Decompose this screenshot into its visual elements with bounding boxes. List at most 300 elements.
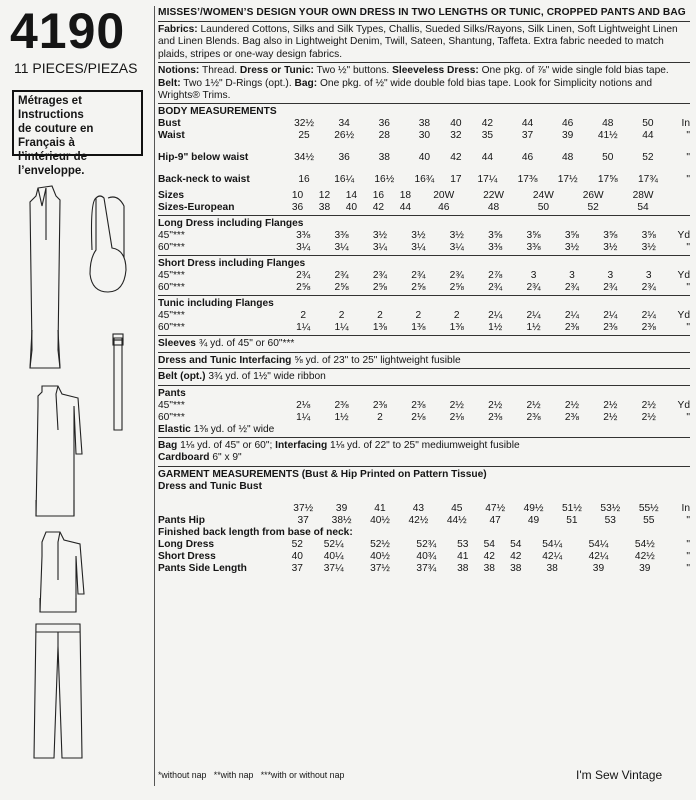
table-cell: 54¼ — [588, 538, 609, 550]
unit-cell: Yd — [677, 310, 690, 322]
table-cell: 17 — [450, 174, 462, 186]
pants-table — [158, 400, 690, 424]
fabrics-section — [158, 24, 690, 61]
table-cell: 16½ — [374, 174, 395, 186]
table-cell: 53½ — [600, 502, 621, 514]
divider — [158, 437, 690, 438]
table-cell: 36 — [378, 118, 390, 130]
finished-length-title: Finished back length from base of neck: — [158, 526, 353, 538]
table-cell: 16¾ — [414, 174, 435, 186]
table-cell: 2¾ — [564, 282, 580, 294]
french-line: Métrages et Instructions — [18, 95, 84, 121]
divider — [158, 103, 690, 104]
table-cell: 2 — [415, 310, 422, 322]
divider — [158, 215, 690, 216]
belt-line — [158, 371, 690, 383]
garment-measurements-table — [158, 493, 690, 527]
belt-notion-label: Belt: — [158, 77, 181, 89]
table-row — [158, 118, 690, 130]
table-cell: 1½ — [526, 322, 541, 334]
table-cell: 51 — [566, 514, 578, 526]
table-cell: 2½ — [641, 411, 656, 423]
table-cell: 52½ — [370, 538, 390, 550]
row-label: Bust — [158, 118, 181, 130]
sleeves-text: ¾ yd. of 45" or 60"*** — [198, 338, 295, 350]
table-cell: 1½ — [488, 322, 503, 334]
row-label: Pants Hip — [158, 514, 205, 526]
table-row — [158, 130, 690, 142]
table-row — [158, 270, 690, 282]
table-cell: 2½ — [641, 399, 656, 411]
table-cell: 3⅝ — [641, 230, 656, 242]
bag-line — [158, 440, 690, 452]
table-cell: 44 — [399, 202, 412, 214]
sleeves-line — [158, 338, 690, 350]
table-cell: 3½ — [449, 230, 464, 242]
table-cell: 14 — [345, 190, 358, 202]
table-cell: 16 — [298, 174, 310, 186]
table-cell: 2¾ — [334, 270, 349, 282]
table-row — [158, 282, 690, 294]
row-label: 60"*** — [158, 242, 185, 254]
table-row — [158, 202, 690, 214]
belt-sketch — [113, 334, 123, 430]
table-cell: 39 — [561, 130, 574, 142]
table-cell: 49½ — [523, 502, 544, 514]
sleeves-label: Sleeves — [158, 338, 196, 350]
table-cell: 2⅜ — [564, 411, 580, 423]
table-cell: 3¼ — [449, 242, 464, 254]
table-cell: 48 — [487, 202, 500, 214]
table-cell: 53 — [604, 514, 616, 526]
table-cell: 2¾ — [641, 282, 656, 294]
unit-cell: " — [686, 514, 690, 526]
table-row — [158, 164, 690, 186]
table-cell: 2¾ — [296, 270, 311, 282]
table-cell: 2½ — [488, 399, 503, 411]
table-cell: 26½ — [334, 130, 355, 142]
unit-cell: " — [686, 538, 690, 550]
table-cell: 2 — [453, 310, 460, 322]
unit-cell: " — [686, 130, 690, 142]
elastic-label: Elastic — [158, 423, 191, 435]
table-cell: 2 — [300, 310, 307, 322]
table-cell: 3¼ — [296, 242, 311, 254]
table-row — [158, 493, 690, 515]
interfacing-text: ⅝ yd. of 23" to 25" lightweight fusible — [294, 354, 461, 366]
table-row — [158, 412, 690, 424]
table-cell: 45 — [451, 502, 463, 514]
table-cell: 54¼ — [542, 538, 563, 550]
row-label: 45"*** — [158, 399, 185, 411]
unit-cell: Yd — [677, 399, 690, 411]
short-dress-sketch — [36, 386, 82, 516]
table-cell: 2⅜ — [564, 322, 580, 334]
table-cell: 17⅝ — [597, 174, 618, 186]
divider — [158, 21, 690, 22]
table-cell: 42½ — [634, 550, 655, 562]
table-cell: 2⅝ — [372, 282, 388, 294]
unit-cell: " — [686, 411, 690, 423]
french-instructions-box — [12, 90, 143, 177]
divider — [158, 295, 690, 296]
table-cell: 2⅜ — [603, 322, 618, 334]
table-cell: 42¼ — [588, 550, 609, 562]
table-cell: 3½ — [564, 242, 580, 254]
table-cell: 3⅜ — [296, 230, 311, 242]
table-cell: 38 — [483, 562, 495, 574]
table-cell: 2½ — [449, 399, 464, 411]
table-row — [158, 539, 690, 551]
unit-cell: " — [686, 242, 690, 254]
table-cell: 37½ — [370, 562, 390, 574]
table-cell: 24W — [532, 190, 554, 202]
table-cell: 40¼ — [323, 550, 344, 562]
unit-cell: Yd — [677, 270, 690, 282]
content-column — [158, 6, 690, 796]
table-cell: 38 — [546, 562, 558, 574]
table-cell: 2⅛ — [449, 411, 464, 423]
french-line: de couture en Français à — [18, 123, 94, 149]
table-cell: 2 — [377, 310, 383, 322]
table-cell: 47½ — [485, 502, 506, 514]
table-cell: 3⅝ — [488, 230, 503, 242]
table-cell: 42 — [450, 152, 462, 164]
pattern-number: 4190 — [10, 3, 126, 59]
table-cell: 39 — [335, 502, 348, 514]
row-label: 45"*** — [158, 310, 185, 322]
table-cell: 41 — [374, 502, 386, 514]
table-cell: 3¼ — [411, 242, 426, 254]
table-cell: 39 — [639, 562, 651, 574]
table-cell: 2⅜ — [372, 399, 388, 411]
table-cell: 54 — [483, 538, 495, 550]
table-cell: 18 — [399, 190, 412, 202]
table-cell: 10 — [291, 190, 304, 202]
tunic-table — [158, 310, 690, 334]
table-cell: 40 — [345, 202, 358, 214]
table-cell: 2⅛ — [411, 411, 426, 423]
unit-cell: " — [686, 174, 690, 186]
unit-cell: " — [686, 550, 690, 562]
bag-interfacing-text: 1⅛ yd. of 22" to 25" mediumweight fusible — [330, 440, 520, 452]
footer-notes — [158, 770, 344, 780]
notions-section — [158, 65, 690, 102]
row-label: 45"*** — [158, 230, 185, 242]
table-row — [158, 563, 690, 575]
table-cell: 54½ — [634, 538, 655, 550]
table-cell: 43 — [412, 502, 425, 514]
table-cell: 2⅜ — [488, 411, 503, 423]
row-label: Sizes — [158, 190, 185, 202]
fabrics-text: Laundered Cottons, Silks and Silk Types, Challis, Sueded Silks/Rayons, Silk Linen, Soft Lightweight Linen and Linen Blends. Bag also in Lightweight Denim, Twill, Sateen, Shantung, Taffeta. Extra fabric needed to match plaids, stripes or one-way design fabrics. — [158, 24, 678, 60]
table-cell: 20W — [433, 190, 455, 202]
body-measurements-table — [158, 118, 690, 186]
table-cell: 2⅛ — [296, 399, 311, 411]
table-cell: 38 — [510, 562, 522, 574]
table-cell: 44 — [521, 118, 534, 130]
table-cell: 54 — [510, 538, 522, 550]
table-cell: 3⅜ — [526, 242, 541, 254]
table-cell: 42 — [372, 202, 385, 214]
table-row — [158, 142, 690, 164]
table-row — [158, 230, 690, 242]
unit-cell: " — [686, 322, 690, 334]
row-label: Waist — [158, 130, 185, 142]
dress-tunic-text: Two ½" buttons. — [316, 65, 390, 77]
table-cell: 3⅜ — [334, 230, 349, 242]
row-label: Hip-9" below waist — [158, 152, 249, 164]
row-label: 60"*** — [158, 411, 185, 423]
table-cell: 1¼ — [296, 322, 311, 334]
table-cell: 34½ — [294, 152, 314, 164]
footnote-either-nap: ***with or without nap — [260, 770, 345, 780]
row-label: Short Dress — [158, 550, 216, 562]
row-label — [158, 493, 284, 515]
bag-label: Bag — [158, 440, 178, 452]
cardboard-line — [158, 452, 690, 464]
bag-notion-label: Bag: — [294, 77, 318, 89]
pants-title: Pants — [158, 387, 186, 399]
table-cell: 42¼ — [542, 550, 563, 562]
table-cell: 42 — [481, 118, 494, 130]
table-cell: 46 — [438, 202, 450, 214]
table-row — [158, 310, 690, 322]
body-measurements-title: BODY MEASUREMENTS — [158, 106, 277, 118]
table-cell: 36 — [291, 202, 304, 214]
table-cell: 44½ — [446, 514, 467, 526]
divider — [158, 335, 690, 336]
table-cell: 50 — [537, 202, 550, 214]
unit-cell: " — [686, 282, 690, 294]
garment-bust-subtitle: Dress and Tunic Bust — [158, 480, 262, 492]
table-cell: 17¾ — [637, 174, 658, 186]
table-cell: 38 — [418, 118, 431, 130]
table-cell: 3¼ — [334, 242, 349, 254]
long-dress-title: Long Dress including Flanges — [158, 218, 304, 230]
bag-text: 1⅛ yd. of 45" or 60"; — [180, 440, 273, 452]
table-cell: 48 — [561, 152, 574, 164]
table-cell: 1⅜ — [372, 322, 388, 334]
bag-notion-text: One pkg. of ½" wide double fold bias tape. Look for Simplicity notions and Wrights® Trims. — [158, 77, 653, 102]
table-cell: 1¼ — [334, 322, 349, 334]
table-cell: 3⅝ — [526, 230, 541, 242]
table-row — [158, 242, 690, 254]
table-cell: 16 — [372, 190, 385, 202]
garment-measurements-title: GARMENT MEASUREMENTS (Bust & Hip Printed on Pattern Tissue) — [158, 468, 487, 480]
table-cell: 2⅝ — [449, 282, 464, 294]
column-divider — [154, 6, 155, 786]
table-cell: 2¾ — [372, 270, 388, 282]
sizes-table — [158, 190, 690, 214]
table-cell: 48 — [602, 118, 614, 130]
table-cell: 49 — [527, 514, 540, 526]
notions-text: Thread. — [201, 65, 238, 77]
table-cell: 2½ — [603, 411, 618, 423]
table-row — [158, 551, 690, 563]
table-cell: 37¾ — [416, 562, 437, 574]
table-cell: 35 — [481, 130, 494, 142]
sleeveless-label: Sleeveless Dress: — [392, 65, 479, 77]
table-cell: 17⅜ — [517, 174, 538, 186]
table-cell: 40½ — [370, 550, 390, 562]
table-cell: 2⅜ — [411, 399, 426, 411]
garment-sketches — [0, 180, 150, 780]
table-cell: 28W — [632, 190, 654, 202]
sleeveless-text: One pkg. of ⅞" wide single fold bias tape. — [481, 65, 669, 77]
table-cell: 37 — [297, 514, 309, 526]
tunic-title: Tunic including Flanges — [158, 298, 274, 310]
unit-cell: " — [686, 152, 690, 164]
table-cell: 34 — [338, 118, 350, 130]
row-label: Long Dress — [158, 538, 215, 550]
table-cell: 52 — [291, 538, 303, 550]
table-cell: 38 — [378, 152, 390, 164]
table-cell: 17¼ — [477, 174, 498, 186]
table-cell: 2¾ — [603, 282, 618, 294]
short-dress-table — [158, 270, 690, 294]
row-label: Sizes-European — [158, 202, 235, 214]
table-cell: 2¾ — [488, 282, 503, 294]
table-cell: 37 — [291, 562, 303, 574]
table-cell: 2 — [338, 310, 345, 322]
pants-sketch — [34, 624, 82, 758]
table-cell: 3½ — [372, 230, 388, 242]
table-cell: 2⅝ — [334, 282, 349, 294]
table-row — [158, 400, 690, 412]
row-label: 60"*** — [158, 322, 185, 334]
french-line: l’enveloppe. — [18, 165, 85, 177]
table-cell: 52¼ — [323, 538, 344, 550]
table-cell: 52 — [642, 152, 654, 164]
dress-tunic-label: Dress or Tunic: — [239, 65, 314, 77]
table-cell: 1¼ — [296, 411, 311, 423]
notions-label: Notions: — [158, 65, 200, 77]
table-cell: 50 — [602, 152, 614, 164]
long-dress-table — [158, 230, 690, 254]
row-label: Back-neck to waist — [158, 174, 250, 186]
table-cell: 39 — [592, 562, 605, 574]
table-cell: 17½ — [557, 174, 578, 186]
table-cell: 3⅝ — [564, 230, 580, 242]
table-cell: 3⅜ — [488, 242, 503, 254]
table-cell: 42 — [483, 550, 495, 562]
divider — [158, 62, 690, 63]
unit-cell: Yd — [677, 230, 690, 242]
credit-watermark: I'm Sew Vintage — [576, 768, 663, 782]
table-cell: 2½ — [564, 399, 580, 411]
table-row — [158, 190, 690, 202]
table-row — [158, 515, 690, 527]
table-cell: 30 — [418, 130, 431, 142]
table-cell: 2 — [377, 411, 383, 423]
table-cell: 3 — [530, 270, 537, 282]
table-cell: 28 — [378, 130, 390, 142]
table-cell: 2¼ — [603, 310, 618, 322]
belt-text: 3¾ yd. of 1½" wide ribbon — [208, 371, 326, 383]
pattern-title: MISSES’/WOMEN’S DESIGN YOUR OWN DRESS IN TWO LENGTHS OR TUNIC, CROPPED PANTS AND BAG — [158, 7, 686, 18]
table-cell: 46 — [561, 118, 574, 130]
table-cell: 40 — [450, 118, 462, 130]
table-cell: 32 — [450, 130, 462, 142]
cardboard-text: 6" x 9" — [212, 452, 242, 464]
table-cell: 12 — [318, 190, 331, 202]
short-dress-title: Short Dress including Flanges — [158, 258, 306, 270]
table-cell: 3½ — [603, 242, 618, 254]
footnote-with-nap: **with nap — [213, 770, 254, 780]
table-cell: 1½ — [334, 411, 349, 423]
table-cell: 37½ — [293, 502, 314, 514]
table-cell: 40¾ — [416, 550, 437, 562]
table-cell: 44 — [642, 130, 654, 142]
table-cell: 42 — [510, 550, 522, 562]
table-cell: 40½ — [370, 514, 390, 526]
table-cell: 26W — [582, 190, 604, 202]
row-label: 45"*** — [158, 270, 185, 282]
belt-notion-text: Two 1½" D-Rings (opt.). — [183, 77, 292, 89]
table-cell: 47 — [489, 514, 501, 526]
table-cell: 2⅜ — [526, 411, 541, 423]
table-cell: 3¼ — [372, 242, 388, 254]
table-cell: 38½ — [331, 514, 352, 526]
row-label: 60"*** — [158, 282, 185, 294]
finished-length-table — [158, 539, 690, 575]
table-cell: 2¼ — [641, 310, 656, 322]
unit-cell: In — [681, 118, 690, 130]
table-cell: 2¼ — [526, 310, 541, 322]
bag-sketch — [90, 196, 126, 292]
unit-cell: In — [681, 502, 690, 514]
french-line: l’intérieur de — [18, 151, 88, 163]
table-cell: 40 — [418, 152, 431, 164]
table-cell: 52 — [587, 202, 599, 214]
footnote-without-nap: *without nap — [158, 770, 207, 780]
table-cell: 2½ — [603, 399, 618, 411]
left-column — [0, 0, 150, 800]
divider — [158, 368, 690, 369]
table-cell: 16¼ — [334, 174, 355, 186]
table-cell: 3 — [569, 270, 575, 282]
table-cell: 3½ — [641, 242, 656, 254]
table-cell: 2¼ — [488, 310, 503, 322]
divider — [158, 255, 690, 256]
table-cell: 2¾ — [526, 282, 541, 294]
table-cell: 2¾ — [411, 270, 426, 282]
table-cell: 2⅜ — [641, 322, 656, 334]
table-cell: 53 — [457, 538, 469, 550]
table-cell: 3 — [645, 270, 652, 282]
interfacing-label: Dress and Tunic Interfacing — [158, 354, 292, 366]
table-cell: 42½ — [408, 514, 429, 526]
tunic-sketch — [40, 532, 84, 612]
unit-cell — [668, 190, 690, 202]
table-cell: 3½ — [411, 230, 426, 242]
table-cell: 25 — [298, 130, 310, 142]
table-cell: 3⅝ — [603, 230, 618, 242]
long-dress-sketch — [30, 186, 60, 368]
table-cell: 37¼ — [323, 562, 344, 574]
table-cell: 36 — [338, 152, 350, 164]
table-cell: 1⅜ — [449, 322, 464, 334]
table-cell: 1⅜ — [411, 322, 426, 334]
table-cell: 40 — [291, 550, 303, 562]
bag-interfacing-label: Interfacing — [275, 440, 328, 452]
unit-cell — [668, 202, 690, 214]
table-cell: 2⅝ — [296, 282, 311, 294]
interfacing-line — [158, 355, 690, 367]
table-cell: 22W — [483, 190, 505, 202]
cardboard-label: Cardboard — [158, 452, 210, 464]
